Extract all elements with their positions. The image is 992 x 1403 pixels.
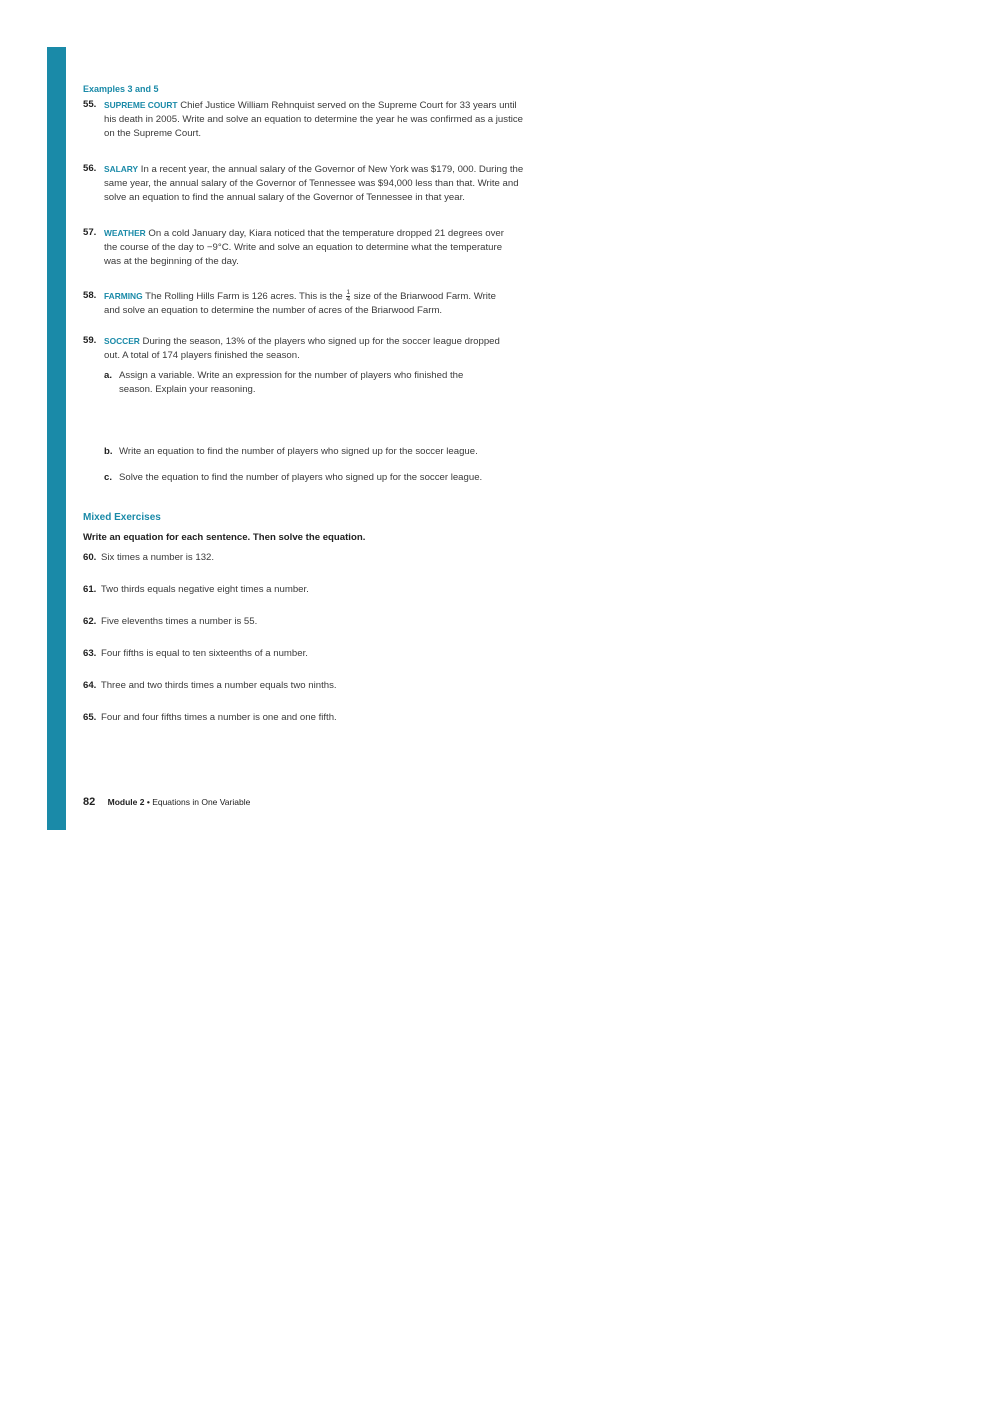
problem-text: Chief Justice William Rehnquist served on the Supreme Court for 33 years until his death in 2005. Write and solve an equation to determine the year he was confirmed as a justice on the Supreme Court. bbox=[104, 100, 523, 139]
part-letter: b. bbox=[104, 446, 113, 457]
problem-tag: SOCCER bbox=[104, 336, 140, 346]
problem-number: 56. bbox=[83, 163, 97, 174]
problem-59-part-c bbox=[83, 471, 509, 485]
module-title: Equations in One Variable bbox=[152, 797, 251, 807]
problem-text: During the season, 13% of the players who signed up for the soccer league dropped out. A total of 174 players finished the season. bbox=[104, 336, 500, 361]
part-text: Write an equation to find the number of players who signed up for the soccer league. bbox=[119, 446, 478, 457]
part-letter: c. bbox=[104, 472, 113, 483]
exercise-text: Five elevenths times a number is 55. bbox=[101, 616, 258, 627]
problem-number: 57. bbox=[83, 227, 97, 238]
problem-tag: FARMING bbox=[104, 291, 143, 301]
fraction bbox=[346, 290, 350, 303]
exercise-number: 64. bbox=[83, 680, 97, 691]
exercise-65 bbox=[83, 711, 523, 725]
problem-59-part-b bbox=[83, 445, 499, 459]
exercise-number: 65. bbox=[83, 712, 97, 723]
problem-58 bbox=[83, 289, 504, 318]
exercise-number: 62. bbox=[83, 616, 97, 627]
exercise-number: 61. bbox=[83, 584, 97, 595]
problem-56 bbox=[83, 162, 534, 205]
problem-text: In a recent year, the annual salary of the Governor of New York was $179, 000. During the same year, the annual salary of the Governor of Tennessee was $94,000 less than that. Write and solve an equation to find the annual salary of the Governor of Tennessee in that year. bbox=[104, 164, 524, 203]
problem-number: 59. bbox=[83, 335, 97, 346]
exercise-text: Four and four fifths times a number is one and one fifth. bbox=[101, 712, 337, 723]
page-footer bbox=[83, 796, 250, 808]
module-label: Module 2 • bbox=[107, 797, 150, 807]
problem-tag: WEATHER bbox=[104, 228, 146, 238]
exercise-60 bbox=[83, 551, 523, 565]
part-text: Assign a variable. Write an expression for the number of players who finished the season. Explain your reasoning. bbox=[119, 370, 464, 395]
accent-side-bar bbox=[47, 47, 66, 830]
problem-number: 58. bbox=[83, 290, 97, 301]
page-content bbox=[83, 82, 523, 725]
exercise-text: Four fifths is equal to ten sixteenths of a number. bbox=[101, 648, 308, 659]
problem-59 bbox=[83, 334, 504, 363]
page-number: 82 bbox=[83, 796, 96, 808]
exercise-number: 63. bbox=[83, 648, 97, 659]
part-text: Solve the equation to find the number of players who signed up for the soccer league. bbox=[119, 472, 483, 483]
problem-tag: SUPREME COURT bbox=[104, 100, 178, 110]
problem-59-part-a bbox=[83, 369, 499, 397]
problem-text-before: The Rolling Hills Farm is 126 acres. This is the bbox=[145, 291, 343, 302]
part-letter: a. bbox=[104, 370, 113, 381]
exercise-text: Three and two thirds times a number equals two ninths. bbox=[100, 680, 337, 691]
exercise-number: 60. bbox=[83, 552, 97, 563]
examples-heading: Examples 3 and 5 bbox=[83, 84, 159, 94]
problem-tag: SALARY bbox=[104, 164, 139, 174]
problem-text-after: size of the Briarwood Farm. Write and solve an equation to determine the number of acres of the Briarwood Farm. bbox=[104, 291, 496, 316]
exercise-61 bbox=[83, 583, 523, 597]
exercise-text: Six times a number is 132. bbox=[101, 552, 215, 563]
problem-55 bbox=[83, 98, 524, 141]
mixed-instructions: Write an equation for each sentence. Then solve the equation. bbox=[83, 532, 366, 543]
mixed-exercises-title: Mixed Exercises bbox=[83, 512, 161, 523]
fraction-denominator: 4 bbox=[346, 295, 351, 303]
fraction-numerator: 1 bbox=[346, 288, 351, 296]
exercise-63 bbox=[83, 647, 523, 661]
problem-57 bbox=[83, 226, 514, 269]
problem-text: On a cold January day, Kiara noticed that the temperature dropped 21 degrees over the course of the day to −9°C. Write and solve an equation to determine what the temperature was at the beginning of the day. bbox=[104, 228, 504, 267]
exercise-text: Two thirds equals negative eight times a number. bbox=[100, 584, 309, 595]
exercise-64 bbox=[83, 679, 523, 693]
problem-number: 55. bbox=[83, 99, 97, 110]
exercise-62 bbox=[83, 615, 523, 629]
